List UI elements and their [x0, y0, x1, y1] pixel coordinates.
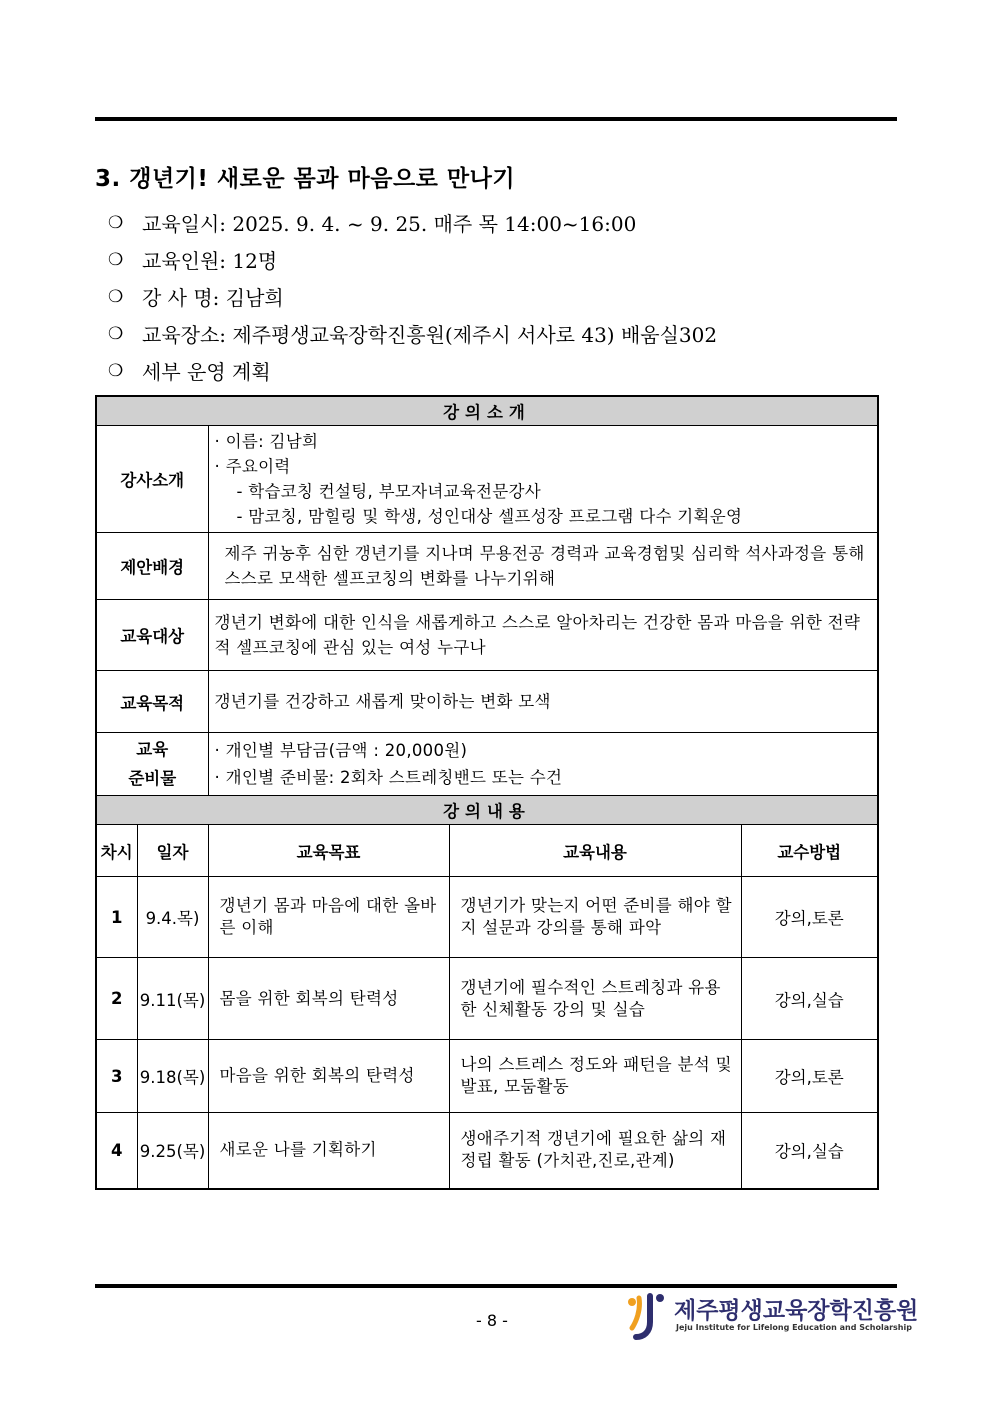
col-header-date: 일자	[137, 825, 208, 877]
col-header-no: 차시	[96, 825, 137, 877]
supplies-label	[96, 733, 208, 796]
background-text: 제주 귀농후 심한 갱년기를 지나며 무용전공 경력과 교육경험및 심리학 석사과정을 통해 스스로 모색한 셀프코칭의 변화를 나누기위해	[208, 533, 878, 600]
session-content: 갱년기가 맞는지 어떤 준비를 해야 할지 설문과 강의를 통해 파악	[449, 877, 741, 958]
target-label: 교육대상	[96, 600, 208, 671]
bottom-rule	[95, 1284, 897, 1288]
bullet-mark: ❍	[108, 212, 124, 233]
info-label: 세부 운영 계획	[142, 360, 271, 384]
content-header: 강의내용	[96, 796, 878, 825]
info-value: 2025. 9. 4. ~ 9. 25. 매주 목 14:00~16:00	[232, 212, 637, 236]
goal-text: 갱년기를 건강하고 새롭게 맞이하는 변화 모색	[208, 671, 878, 733]
org-logo	[626, 1292, 919, 1340]
target-text: 갱년기 변화에 대한 인식을 새롭게하고 스스로 알아차리는 건강한 몸과 마음을 위한 전략적 셀프코칭에 관심 있는 여성 누구나	[208, 600, 878, 671]
table-row	[96, 958, 878, 1040]
instructor-line: · 주요이력	[214, 457, 291, 476]
table-row	[96, 1040, 878, 1113]
session-content: 나의 스트레스 정도와 패턴을 분석 및 발표, 모둠활동	[449, 1040, 741, 1113]
info-item-count	[108, 241, 717, 278]
org-logo-icon	[626, 1292, 670, 1340]
supplies-line: · 개인별 부담금(금액 : 20,000원)	[214, 741, 468, 760]
info-value: 김남희	[225, 286, 284, 310]
bullet-mark: ❍	[108, 249, 124, 270]
org-name-en: Jeju Institute for Lifelong Education and Scholarship	[676, 1323, 912, 1332]
session-goal: 새로운 나를 기획하기	[208, 1113, 449, 1189]
session-method: 강의,토론	[741, 1040, 878, 1113]
col-header-goal: 교육목표	[208, 825, 449, 877]
session-content: 생애주기적 갱년기에 필요한 삶의 재정립 활동 (가치관,진로,관계)	[449, 1113, 741, 1189]
session-goal: 마음을 위한 회복의 탄력성	[208, 1040, 449, 1113]
col-header-content: 교육내용	[449, 825, 741, 877]
info-label: 교육인원:	[142, 249, 227, 273]
org-name: 제주평생교육장학진흥원	[674, 1298, 919, 1324]
session-date: 9.25(목)	[137, 1113, 208, 1189]
instructor-cell	[208, 426, 878, 533]
instructor-line: - 학습코칭 컨설팅, 부모자녀교육전문강사	[236, 482, 541, 501]
info-item-instructor	[108, 278, 717, 315]
session-method: 강의,토론	[741, 877, 878, 958]
info-value: 제주평생교육장학진흥원(제주시 서사로 43) 배움실302	[232, 323, 718, 347]
background-label: 제안배경	[96, 533, 208, 600]
instructor-line: - 맘코칭, 맘힐링 및 학생, 성인대상 셀프성장 프로그램 다수 기획운영	[236, 507, 743, 526]
intro-header: 강의소개	[96, 396, 878, 426]
supplies-line: · 개인별 준비물: 2회차 스트레칭밴드 또는 수건	[214, 768, 563, 787]
session-method: 강의,실습	[741, 958, 878, 1040]
bullet-mark: ❍	[108, 360, 124, 381]
goal-label: 교육목적	[96, 671, 208, 733]
bullet-mark: ❍	[108, 323, 124, 344]
session-date: 9.18(목)	[137, 1040, 208, 1113]
session-no: 1	[96, 877, 137, 958]
section-title: 3. 갱년기! 새로운 몸과 마음으로 만나기	[95, 166, 516, 192]
table-row	[96, 877, 878, 958]
col-header-method: 교수방법	[741, 825, 878, 877]
table-row	[96, 1113, 878, 1189]
session-date: 9.4.목)	[137, 877, 208, 958]
session-no: 4	[96, 1113, 137, 1189]
session-no: 3	[96, 1040, 137, 1113]
info-item-date	[108, 204, 717, 241]
info-value: 12명	[232, 249, 278, 273]
session-method: 강의,실습	[741, 1113, 878, 1189]
info-label: 교육장소:	[142, 323, 227, 347]
page-number: - 8 -	[476, 1311, 508, 1330]
supplies-label-line: 교육	[136, 740, 169, 759]
session-no: 2	[96, 958, 137, 1040]
info-item-plan	[108, 352, 717, 389]
session-date: 9.11(목)	[137, 958, 208, 1040]
plan-table	[95, 395, 879, 1190]
supplies-cell	[208, 733, 878, 796]
supplies-label-line: 준비물	[128, 769, 177, 788]
instructor-line: · 이름: 김남희	[214, 432, 319, 451]
session-goal: 갱년기 몸과 마음에 대한 올바른 이해	[208, 877, 449, 958]
info-list	[108, 204, 717, 389]
info-label: 교육일시:	[142, 212, 227, 236]
session-goal: 몸을 위한 회복의 탄력성	[208, 958, 449, 1040]
info-label: 강 사 명:	[142, 286, 220, 310]
info-item-location	[108, 315, 717, 352]
bullet-mark: ❍	[108, 286, 124, 307]
instructor-label: 강사소개	[96, 426, 208, 533]
session-content: 갱년기에 필수적인 스트레칭과 유용한 신체활동 강의 및 실습	[449, 958, 741, 1040]
top-rule	[95, 117, 897, 121]
